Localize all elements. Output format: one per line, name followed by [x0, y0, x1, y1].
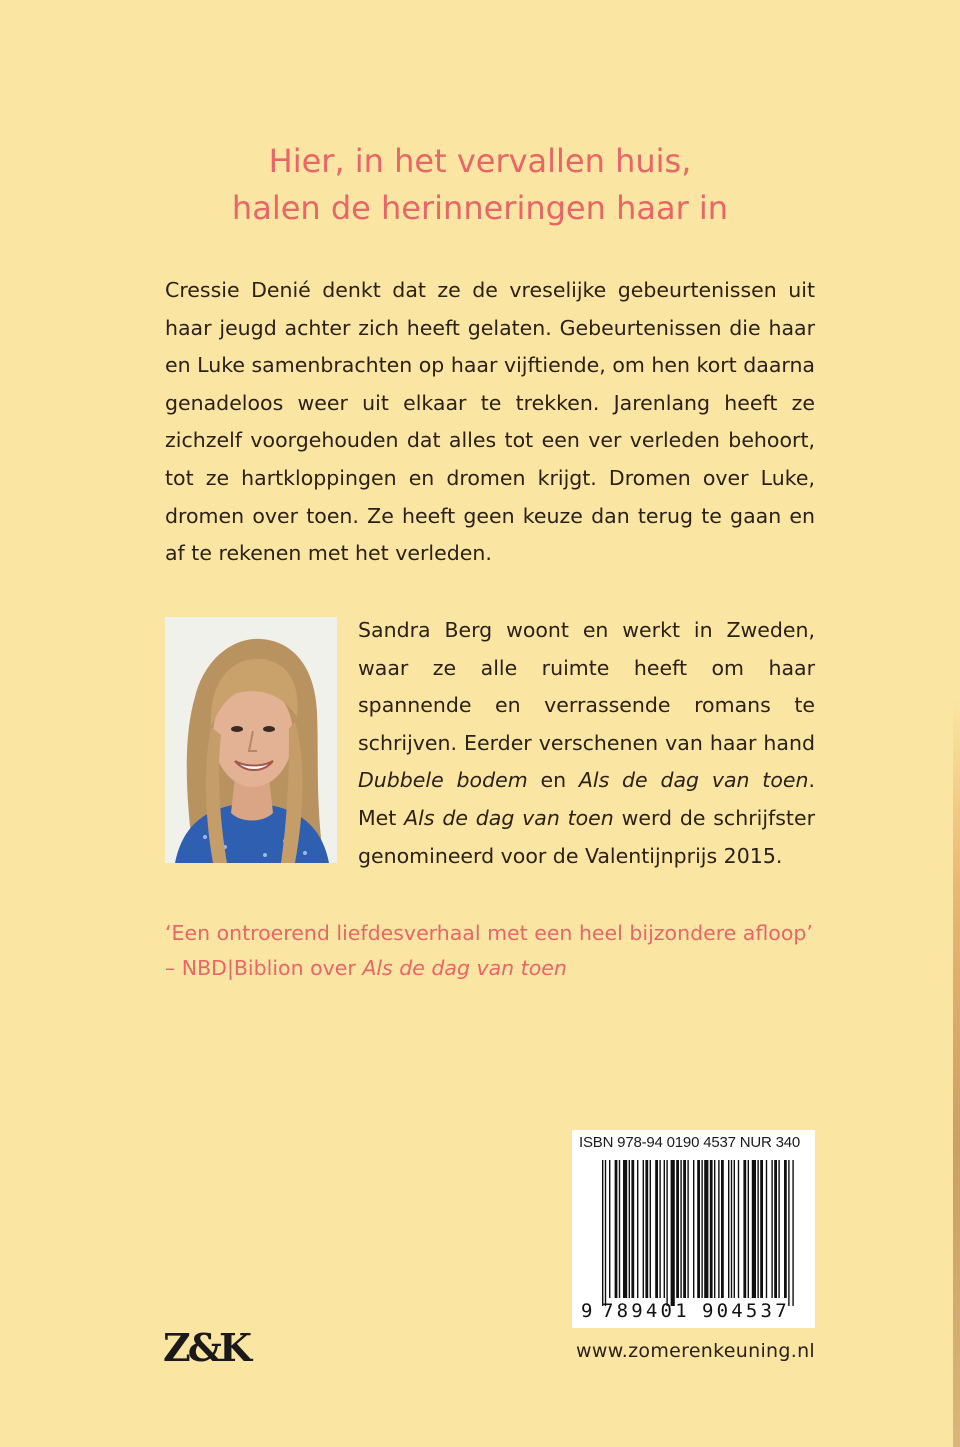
bio-book-title-2: Als de dag van toen [578, 768, 809, 793]
barcode-bar [609, 1160, 610, 1298]
barcode-bar [784, 1160, 787, 1298]
barcode-bar [605, 1160, 606, 1306]
barcode-digit-first: 9 [581, 1300, 593, 1322]
barcode-digits-left: 789401 [602, 1300, 690, 1322]
barcode-bar [602, 1160, 603, 1306]
quote-source: – NBD|Biblion over [165, 956, 363, 980]
barcode-bar [643, 1160, 644, 1298]
publisher-logo: Z&K [163, 1325, 250, 1370]
quote-text: ‘Een ontroerend liefdesverhaal met een heel bijzondere afloop’ [165, 921, 813, 945]
barcode-bar [683, 1160, 686, 1298]
barcode-bar [714, 1160, 715, 1298]
barcode-bar [718, 1160, 719, 1298]
spine-edge [953, 700, 960, 1447]
barcode-digits-right: 904537 [702, 1300, 790, 1322]
barcode-bar [645, 1160, 648, 1298]
barcode-bar [766, 1160, 767, 1298]
barcode-bar [676, 1160, 679, 1298]
barcode-bar [666, 1160, 667, 1306]
barcode-bar [748, 1160, 749, 1298]
barcode-bar [680, 1160, 681, 1298]
barcode-bar [629, 1160, 630, 1298]
barcode-bars [572, 1130, 815, 1328]
barcode-bar [734, 1160, 735, 1298]
barcode-bar [650, 1160, 651, 1298]
barcode-bar [704, 1160, 708, 1298]
barcode-label [572, 1130, 815, 1328]
barcode-bar [731, 1160, 732, 1298]
bio-book-title-1: Dubbele bodem [358, 768, 528, 793]
quote-source-title: Als de dag van toen [362, 956, 567, 980]
barcode-bar [771, 1160, 772, 1298]
blurb-text: Cressie Denié denkt dat ze de vreselijke gebeurtenissen uit haar jeugd achter zich heeft gelaten. Gebeurtenissen die haar en Luke samenbrachten op haar vijftiende, om hen kort daarna genadeloos weer uit elkaar te trekken. Jarenlang heeft ze zichzelf voorgehouden dat alles tot een ver verleden behoort, tot ze hartkloppingen en dromen krijgt. Dromen over Luke, dromen over toen. Ze heeft geen keuze dan terug te gaan en af te rekenen met het verleden. [165, 278, 815, 566]
barcode-bar [671, 1160, 675, 1306]
headline-line-2: halen de herinneringen haar in [231, 189, 729, 227]
barcode-bar [619, 1160, 620, 1298]
bio-part-1: Sandra Berg woont en werkt in Zweden, waar ze alle ruimte heeft om haar spannende en verrassende romans te schrijven. Eerder verschenen van haar hand [358, 618, 815, 755]
isbn-text: ISBN 978-94 0190 4537 NUR 340 [579, 1134, 801, 1151]
barcode-bar [637, 1160, 638, 1298]
barcode-bar [664, 1160, 665, 1298]
publisher-website: www.zomerenkeuning.nl [576, 1340, 815, 1362]
barcode-bar [788, 1160, 789, 1306]
barcode-bar [792, 1160, 793, 1306]
barcode-bar [693, 1160, 694, 1298]
barcode-bar [710, 1160, 713, 1298]
barcode-bar [631, 1160, 634, 1298]
headline [0, 138, 960, 232]
barcode-bar [778, 1160, 779, 1298]
bio-book-title-3: Als de dag van toen [404, 805, 614, 830]
barcode-bar [738, 1160, 739, 1298]
barcode-bar [659, 1160, 660, 1298]
barcode-bar [697, 1160, 700, 1298]
barcode-bar [752, 1160, 756, 1298]
author-portrait-image [165, 617, 337, 863]
barcode-bar [615, 1160, 618, 1298]
bio-part-2: en [527, 768, 579, 793]
barcode-bar [774, 1160, 777, 1298]
bio-part-4: werd de schrijfster genomineerd voor de Valentijnprijs 2015. [358, 805, 815, 868]
barcode-bar [728, 1160, 729, 1298]
barcode-bar [623, 1160, 627, 1298]
barcode-bar [687, 1160, 688, 1298]
barcode-bar [757, 1160, 758, 1298]
author-bio [358, 612, 815, 875]
barcode-bar [721, 1160, 724, 1298]
bio-part-3: . Met [358, 768, 816, 830]
barcode-bar [655, 1160, 658, 1298]
barcode-bar [743, 1160, 746, 1298]
author-photo [165, 617, 337, 863]
barcode-bar [760, 1160, 763, 1298]
barcode-bar [701, 1160, 702, 1298]
headline-line-1: Hier, in het vervallen huis, [268, 142, 692, 180]
review-quote [165, 916, 845, 986]
